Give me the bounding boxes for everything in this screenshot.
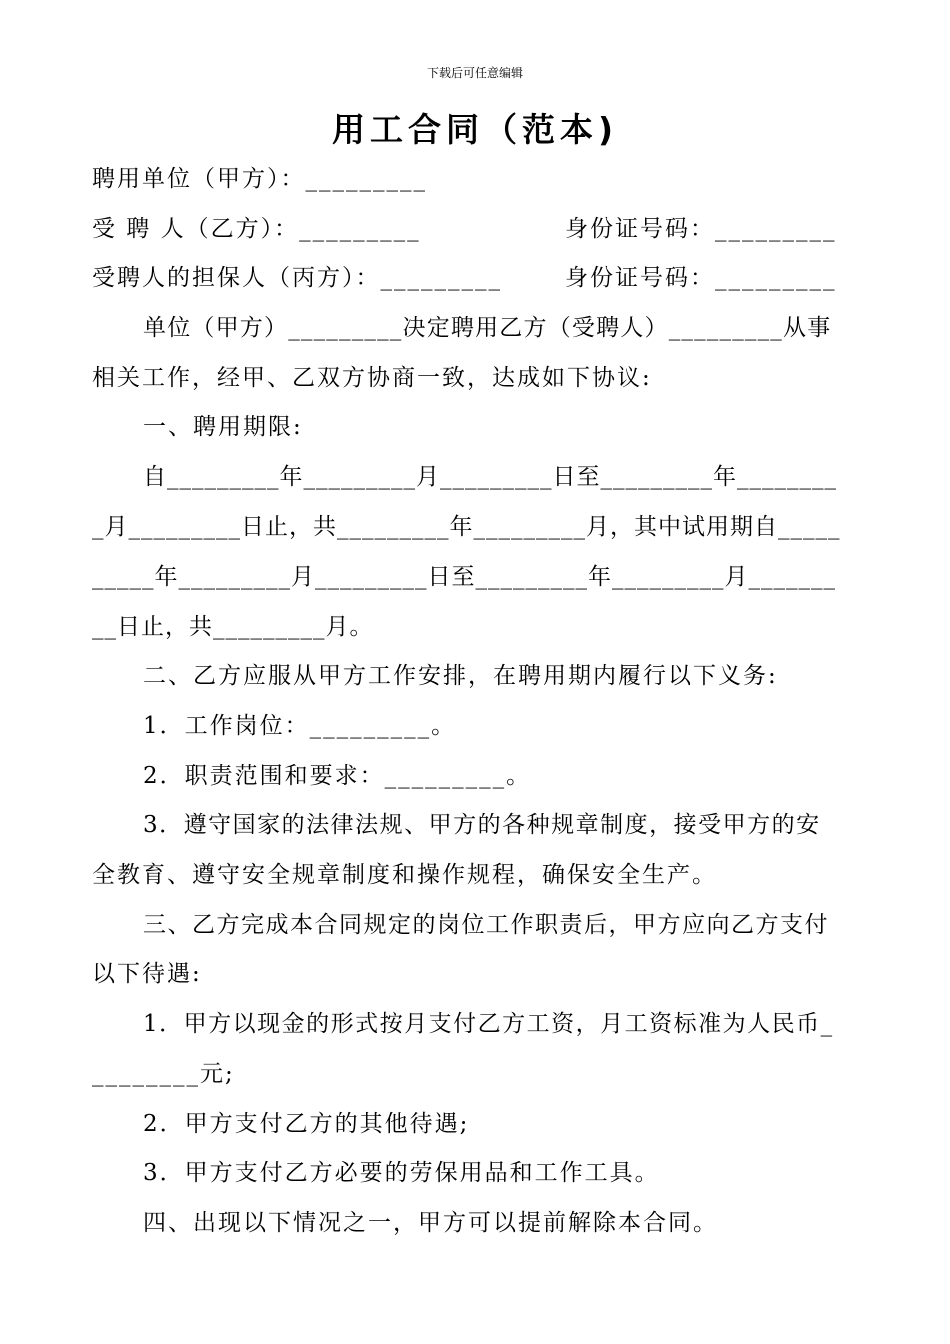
section-3-heading-2: 以下待遇: bbox=[92, 961, 202, 987]
duty-1: 1．工作岗位：_________。 bbox=[143, 713, 457, 739]
section-1-heading: 一、聘用期限: bbox=[143, 414, 303, 440]
party-a-line: 聘用单位（甲方）：_________ bbox=[92, 166, 427, 192]
term-line-4: __日止，共_________月。 bbox=[92, 614, 374, 640]
duty-3-line-2: 全教育、遵守安全规章制度和操作规程，确保安全生产。 bbox=[92, 862, 717, 888]
intro-line-2: 相关工作，经甲、乙双方协商一致，达成如下协议: bbox=[92, 365, 652, 391]
duty-3-line-1: 3．遵守国家的法律法规、甲方的各种规章制度，接受甲方的安 bbox=[143, 812, 821, 838]
term-line-1: 自_________年_________月_________日至_________年________ bbox=[143, 464, 837, 490]
intro-line-1: 单位（甲方）_________决定聘用乙方（受聘人）_________从事 bbox=[143, 315, 832, 341]
benefit-3: 3．甲方支付乙方必要的劳保用品和工作工具。 bbox=[143, 1160, 660, 1186]
duty-2: 2．职责范围和要求：_________。 bbox=[143, 763, 532, 789]
term-line-2: _月_________日止，共_________年_________月，其中试用期自_____ bbox=[92, 514, 841, 540]
section-4-heading: 四、出现以下情况之一，甲方可以提前解除本合同。 bbox=[143, 1210, 718, 1236]
header-note: 下载后可任意编辑 bbox=[426, 66, 523, 80]
document-title: 用工合同（范本) bbox=[331, 110, 619, 149]
term-line-3: _____年_________月_________日至_________年_________月_______ bbox=[92, 564, 836, 590]
party-b-id-line: 身份证号码：_________ bbox=[565, 216, 837, 242]
benefit-1-line-1: 1．甲方以现金的形式按月支付乙方工资，月工资标准为人民币_ bbox=[143, 1011, 834, 1037]
benefit-1-line-2: ________元; bbox=[92, 1061, 235, 1087]
party-c-line: 受聘人的担保人（丙方）：_________ bbox=[92, 265, 502, 291]
section-3-heading-1: 三、乙方完成本合同规定的岗位工作职责后，甲方应向乙方支付 bbox=[143, 912, 829, 938]
section-2-heading: 二、乙方应服从甲方工作安排，在聘用期内履行以下义务: bbox=[143, 663, 778, 689]
party-c-id-line: 身份证号码：_________ bbox=[565, 265, 837, 291]
benefit-2: 2．甲方支付乙方的其他待遇; bbox=[143, 1111, 470, 1137]
party-b-line: 受 聘 人（乙方）：_________ bbox=[92, 216, 421, 242]
